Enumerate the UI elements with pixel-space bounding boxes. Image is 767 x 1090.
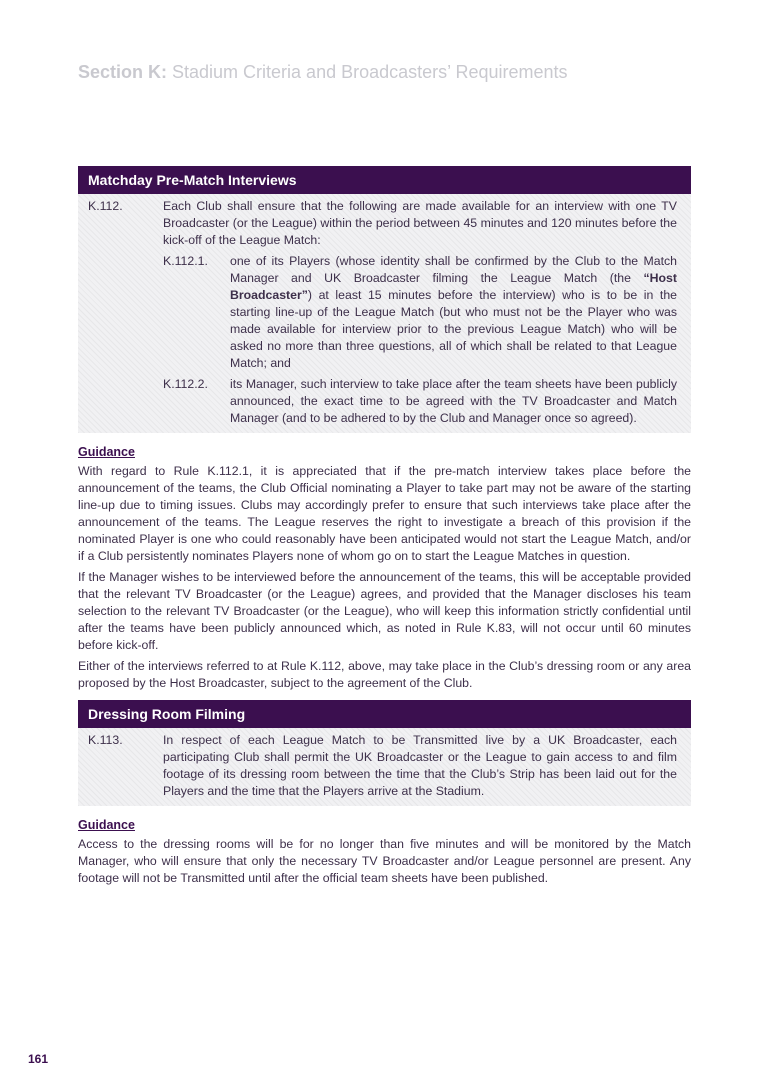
rule-number: K.113.	[88, 733, 123, 747]
dressing-room-filming-heading: Dressing Room Filming	[78, 700, 691, 728]
sub-rule-text	[230, 253, 677, 372]
section-title: Stadium Criteria and Broadcasters’ Requirements	[167, 62, 568, 82]
pre-match-interviews-heading: Matchday Pre-Match Interviews	[78, 166, 691, 194]
sub-rule-text-a: one of its Players (whose identity shall be confirmed by the Club to the Match Manager and UK Broadcaster filming the League Match (the	[230, 254, 677, 285]
rule-k112-box	[78, 194, 691, 433]
guidance-paragraph: Access to the dressing rooms will be for no longer than five minutes and will be monitored by the Match Manager, who will ensure that only the necessary TV Broadcaster and/or League personnel are present. Any footage will not be Transmitted until after the official team sheets have been published.	[78, 837, 691, 885]
sub-rule-number: K.112.1.	[163, 254, 208, 268]
page-content	[78, 166, 691, 891]
page-number: 161	[28, 1052, 49, 1066]
sub-rule-k112-2	[163, 376, 677, 427]
rule-text: In respect of each League Match to be Transmitted live by a UK Broadcaster, each participating Club shall permit the UK Broadcaster or the League to gain access to and film footage of its dressing room between the time that the Club’s Strip has been laid out for the Players and the time that the Players arrive at the Stadium.	[163, 733, 677, 798]
guidance-heading: Guidance	[78, 818, 135, 832]
page-header	[78, 62, 718, 83]
rule-number: K.112.	[88, 199, 123, 213]
rule-k112	[88, 198, 677, 427]
rule-text	[163, 198, 677, 427]
sub-rule-number: K.112.2.	[163, 377, 208, 391]
section-label: Section K:	[78, 62, 168, 82]
guidance-paragraph: Either of the interviews referred to at Rule K.112, above, may take place in the Club’s dressing room or any area proposed by the Host Broadcaster, subject to the agreement of the Club.	[78, 659, 691, 690]
sub-rule-text-b: ) at least 15 minutes before the interview) who is to be in the starting line-up of the League Match (but who must not be the Player who was made available for interview prior to the previous League Match) who will be asked no more than three questions, all of which shall be related to that League Match; and	[230, 288, 677, 370]
sub-rule-text: its Manager, such interview to take place after the team sheets have been publicly announced, the exact time to be agreed with the TV Broadcaster and Match Manager (and to be adhered to by the Club and Manager once so agreed).	[230, 377, 677, 425]
guidance-paragraph: If the Manager wishes to be interviewed before the announcement of the teams, this will be acceptable provided that the relevant TV Broadcaster (or the League) agrees, and provided that the Manager discloses his team selection to the relevant TV Broadcaster (or the League), who will keep this information strictly confidential until after the teams have been publicly announced which, as noted in Rule K.83, will not occur until 60 minutes before kick-off.	[78, 570, 691, 652]
guidance-paragraph: With regard to Rule K.112.1, it is appreciated that if the pre-match interview takes place before the announcement of the teams, the Club Official nominating a Player to take part may not be aware of the starting line-up due to timing issues. Clubs may accordingly prefer to ensure that such interviews take place after the announcement of the teams. The League reserves the right to investigate a breach of this provision if the nominated Player is one who could reasonably have been anticipated would not start the League Match, and/or if a Club persistently nominates Players none of whom go on to start the League Matches in question.	[78, 464, 691, 563]
rule-k112-intro: Each Club shall ensure that the following are made available for an interview with one TV Broadcaster (or the League) within the period between 45 minutes and 120 minutes before the kick-off of the League Match:	[163, 199, 677, 247]
rule-k113-box	[78, 728, 691, 806]
rule-k113	[88, 732, 677, 800]
host-broadcaster-term: “Host Broadcaster”	[230, 271, 677, 302]
sub-rule-k112-1	[163, 253, 677, 372]
guidance-heading: Guidance	[78, 445, 135, 459]
